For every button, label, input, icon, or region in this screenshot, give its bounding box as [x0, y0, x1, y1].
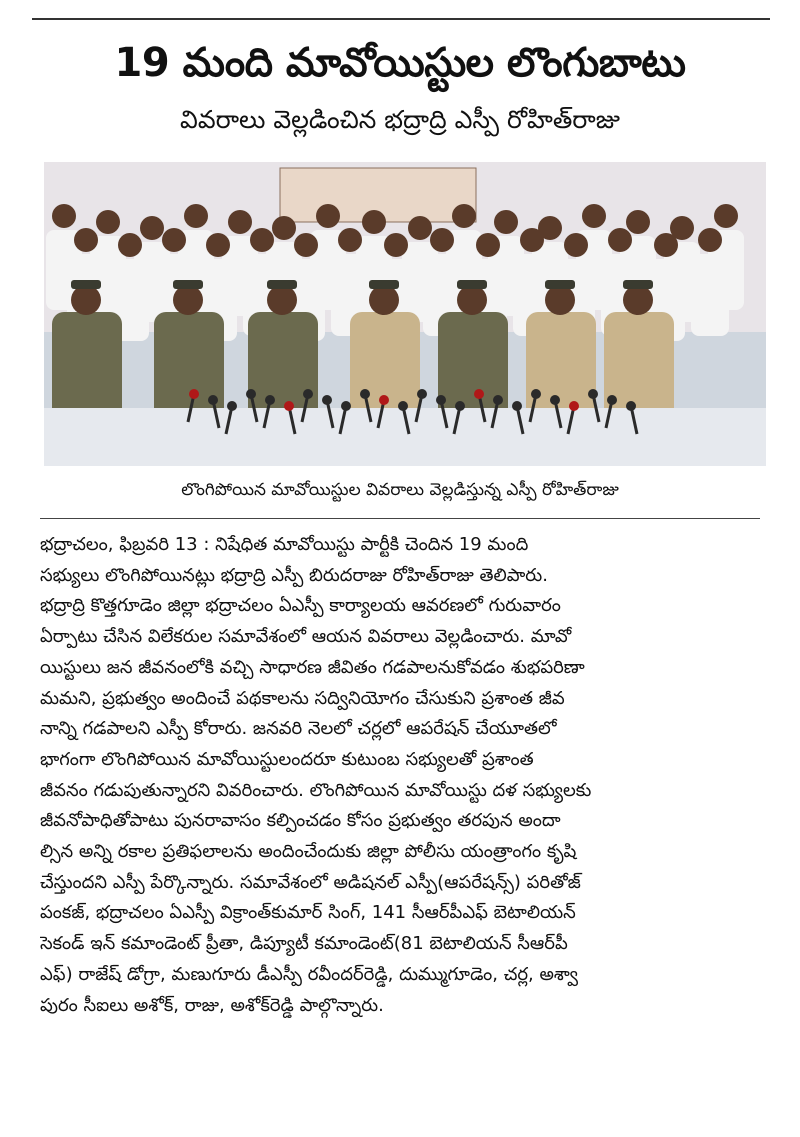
standing-person-head [184, 204, 208, 228]
standing-person-head [608, 228, 632, 252]
seated-officer-uniform [248, 312, 318, 422]
microphone-head [550, 395, 560, 405]
standing-person-head [626, 210, 650, 234]
standing-person-head [162, 228, 186, 252]
microphone-head [417, 389, 427, 399]
standing-person-head [582, 204, 606, 228]
standing-person-head [52, 204, 76, 228]
microphone-head [303, 389, 313, 399]
seated-officer-head [545, 285, 575, 315]
standing-person-head [714, 204, 738, 228]
caption-divider [40, 518, 760, 519]
officer-cap [457, 280, 487, 289]
article-body [40, 530, 764, 1130]
standing-person-head [452, 204, 476, 228]
standing-person-head [476, 233, 500, 257]
standing-person-head [272, 216, 296, 240]
officer-cap [173, 280, 203, 289]
standing-person-head [74, 228, 98, 252]
body-line: పురం సీఐలు అశోక్, రాజు, అశోక్‌రెడ్డి పాల్గొన్నారు. [40, 994, 384, 1016]
body-line: నాన్ని గడపాలని ఎస్పీ కోరారు. జనవరి నెలలో చర్లలో ఆపరేషన్ చేయూతలో [40, 718, 557, 740]
microphone-head [360, 389, 370, 399]
body-line: సభ్యులు లొంగిపోయినట్లు భద్రాద్రి ఎస్పీ బిరుదరాజు రోహిత్‌రాజు తెలిపారు. [40, 564, 548, 586]
standing-person-head [118, 233, 142, 257]
press-meet-photo [44, 162, 766, 466]
standing-person-head [698, 228, 722, 252]
seated-officer-uniform [604, 312, 674, 422]
seated-officer-head [623, 285, 653, 315]
microphone-head [607, 395, 617, 405]
microphone-head [512, 401, 522, 411]
microphone-head [531, 389, 541, 399]
body-line: భద్రాద్రి కొత్తగూడెం జిల్లా భద్రాచలం ఏఎస్పీ కార్యాలయ ఆవరణలో గురువారం [40, 595, 561, 617]
body-line: ల్సిన అన్ని రకాల ప్రతిఫలాలను అందించేందుకు జిల్లా పోలీసు యంత్రాంగం కృషి [40, 841, 577, 863]
microphone-head [246, 389, 256, 399]
photo-caption: లొంగిపోయిన మావోయిస్టుల వివరాలు వెల్లడిస్తున్న ఎస్పీ రోహిత్‌రాజు [181, 480, 619, 500]
seated-officer-head [457, 285, 487, 315]
microphone-head [322, 395, 332, 405]
officer-cap [369, 280, 399, 289]
body-line: జీవనం గడుపుతున్నారని వివరించారు. లొంగిపోయిన మావోయిస్టు దళ సభ్యులకు [40, 779, 592, 801]
standing-person-head [140, 216, 164, 240]
standing-person-head [494, 210, 518, 234]
officer-cap [267, 280, 297, 289]
microphone-head [493, 395, 503, 405]
microphone-head [227, 401, 237, 411]
body-line: సెకండ్ ఇన్ కమాండెంట్ ప్రీతా, డిప్యూటీ కమాండెంట్(81 బెటాలియన్ సీఆర్‌పీ [40, 933, 568, 955]
seated-officer-head [173, 285, 203, 315]
microphone-head [474, 389, 484, 399]
standing-person-shirt [691, 254, 729, 336]
body-line: పంకజ్, భద్రాచలం ఏఎస్పీ విక్రాంత్‌కుమార్ సింగ్, 141 సీఆర్‌పీఎఫ్ బెటాలియన్ [40, 902, 576, 924]
seated-officer-uniform [52, 312, 122, 422]
standing-person-head [316, 204, 340, 228]
subheadline: వివరాలు వెల్లడించిన భద్రాద్రి ఎస్పీ రోహిత్‌రాజు [180, 105, 620, 134]
seated-officer-head [267, 285, 297, 315]
standing-person-head [338, 228, 362, 252]
microphone-head [379, 395, 389, 405]
seated-officer-uniform [526, 312, 596, 422]
standing-person-head [206, 233, 230, 257]
news-photo [44, 162, 766, 466]
standing-person-head [250, 228, 274, 252]
standing-person-head [384, 233, 408, 257]
microphone-head [626, 401, 636, 411]
microphone-head [436, 395, 446, 405]
body-line: చేస్తుందని ఎస్పీ పేర్కొన్నారు. సమావేశంలో అడిషనల్ ఎస్పీ(ఆపరేషన్స్) పరితోజ్ [40, 871, 581, 893]
microphone-head [588, 389, 598, 399]
microphone-head [265, 395, 275, 405]
body-line: భాగంగా లొంగిపోయిన మావోయిస్టులందరూ కుటుంబ సభ్యులతో ప్రశాంత [40, 748, 534, 770]
standing-person-head [564, 233, 588, 257]
top-rule [32, 18, 770, 20]
microphone-head [398, 401, 408, 411]
microphone-head [208, 395, 218, 405]
body-line: భద్రాచలం, ఫిబ్రవరి 13 : నిషేధిత మావోయిస్టు పార్టీకి చెందిన 19 మంది [40, 534, 529, 555]
officer-cap [545, 280, 575, 289]
standing-person-head [654, 233, 678, 257]
standing-person-head [362, 210, 386, 234]
microphone-head [341, 401, 351, 411]
body-line: యిస్టులు జన జీవనంలోకి వచ్చి సాధారణ జీవితం గడపాలనుకోవడం శుభపరిణా [40, 656, 585, 678]
seated-officer-uniform [350, 312, 420, 422]
headline: 19 మంది మావోయిస్టుల లొంగుబాటు [114, 40, 686, 86]
officer-cap [623, 280, 653, 289]
body-line: జీవనోపాధితోపాటు పునరావాసం కల్పించడం కోసం ప్రభుత్వం తరపున అందా [40, 810, 561, 832]
standing-person-head [228, 210, 252, 234]
microphone-head [455, 401, 465, 411]
microphone-head [189, 389, 199, 399]
seated-officer-head [71, 285, 101, 315]
body-line: మమని, ప్రభుత్వం అందించే పథకాలను సద్వినియోగం చేసుకుని ప్రశాంత జీవ [40, 687, 565, 709]
standing-person-head [408, 216, 432, 240]
microphone-head [284, 401, 294, 411]
body-line: ఎఫ్) రాజేష్ డోగ్రా, మణుగూరు డీఎస్పీ రవీందర్‌రెడ్డి, దుమ్ముగూడెం, చర్ల, అశ్వా [40, 963, 579, 985]
microphone-head [569, 401, 579, 411]
seated-officer-head [369, 285, 399, 315]
standing-person-head [520, 228, 544, 252]
standing-person-head [96, 210, 120, 234]
standing-person-head [294, 233, 318, 257]
standing-person-head [430, 228, 454, 252]
officer-cap [71, 280, 101, 289]
body-line: ఏర్పాటు చేసిన విలేకరుల సమావేశంలో ఆయన వివరాలు వెల్లడించారు. మావో [40, 626, 572, 648]
